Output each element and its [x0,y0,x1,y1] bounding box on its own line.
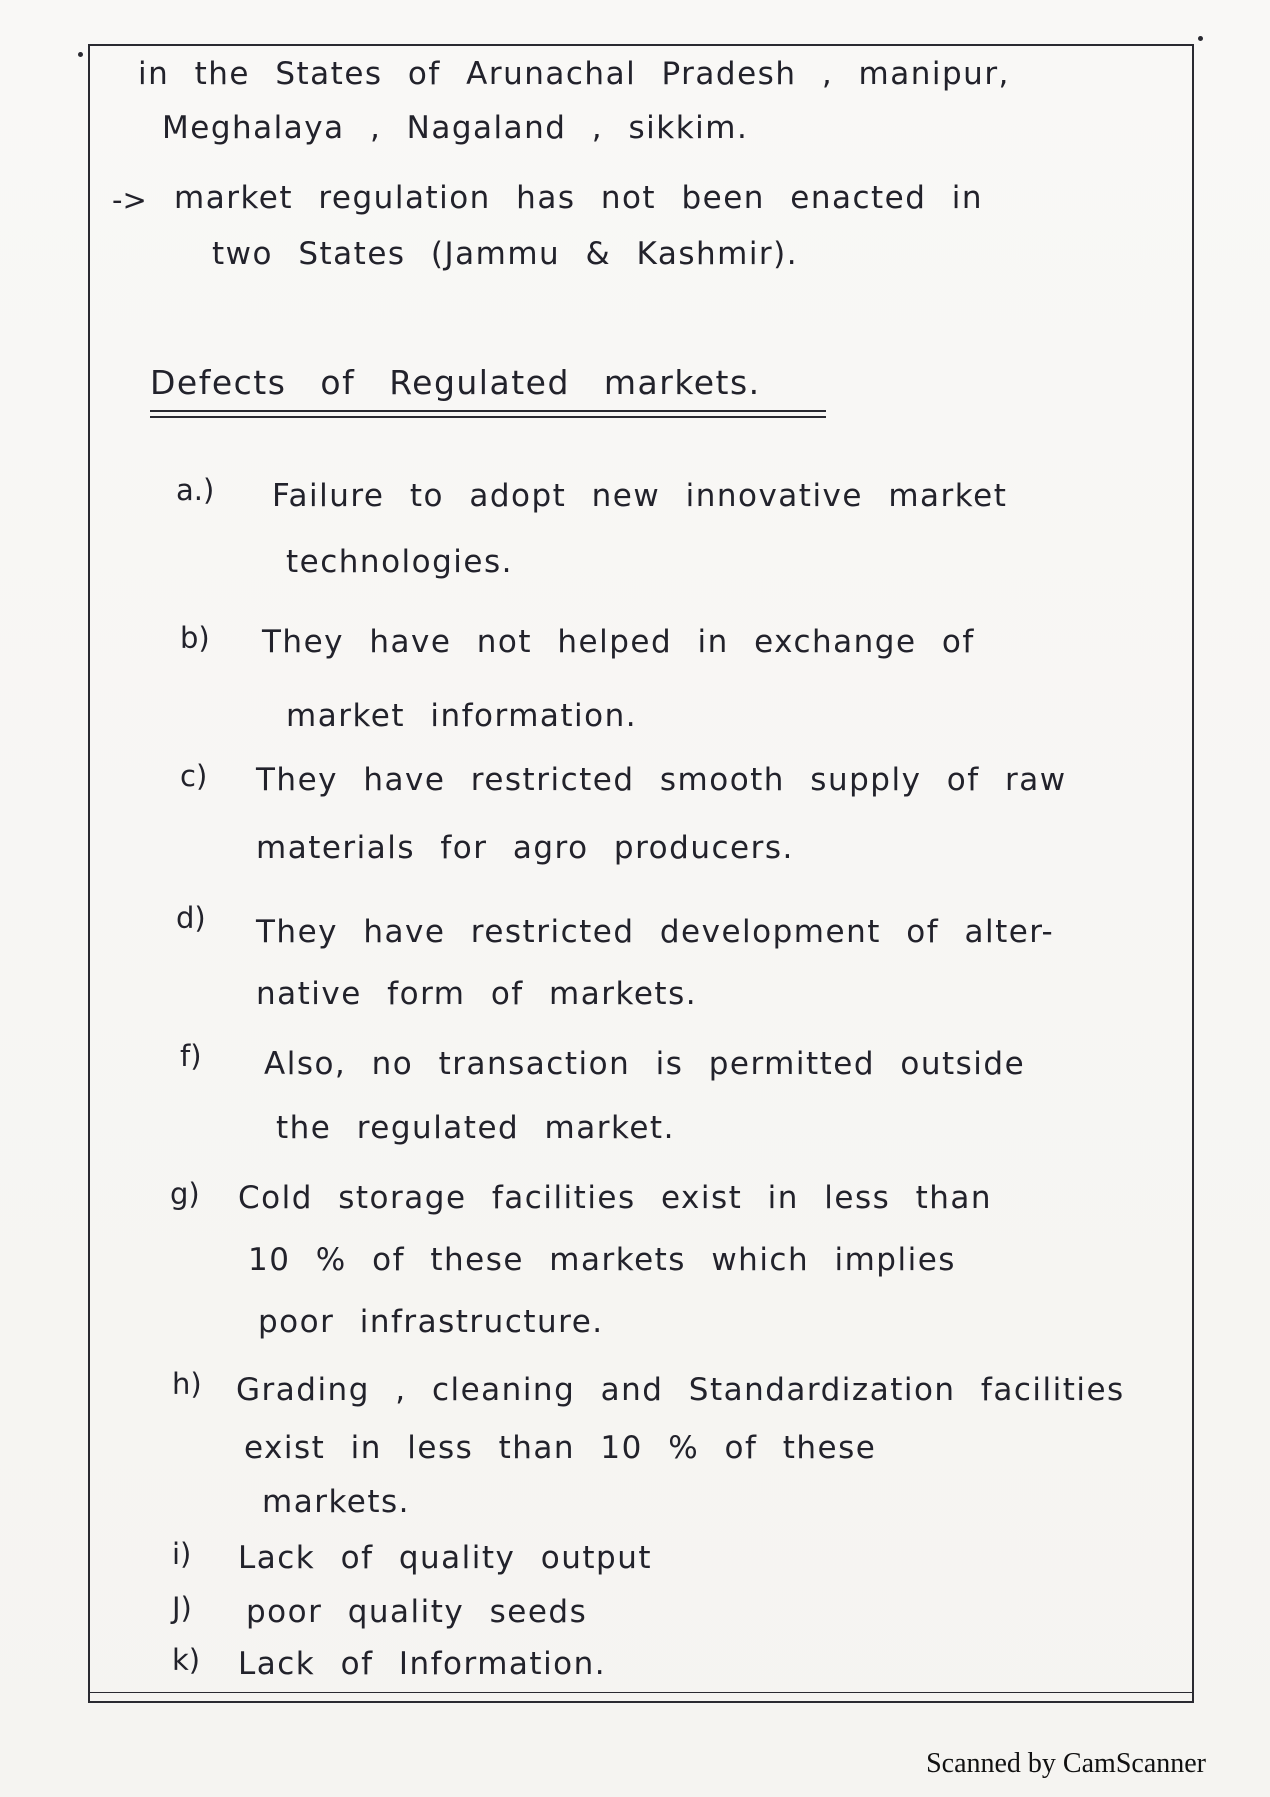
item-line: poor infrastructure. [258,1304,604,1340]
item-line: materials for agro producers. [256,830,794,866]
item-label: d) [176,901,206,935]
item-line: Cold storage facilities exist in less than [238,1180,993,1216]
item-label: h) [172,1367,202,1401]
item-line: native form of markets. [256,976,698,1012]
intro-line-3: market regulation has not been enacted in [174,180,984,216]
intro-line-4: two States (Jammu & Kashmir). [212,236,799,272]
heading-underline-double [150,416,826,418]
item-label: i) [172,1537,192,1571]
item-label: k) [172,1643,201,1677]
intro-line-2: Meghalaya , Nagaland , sikkim. [162,110,749,146]
heading-underline [150,410,826,412]
page-border-bottom-line [88,1692,1194,1693]
item-label: J) [172,1591,192,1625]
item-line: Grading , cleaning and Standardization facilities [236,1372,1125,1408]
item-label: b) [180,621,210,655]
item-label: f) [180,1039,202,1073]
intro-line-1: in the States of Arunachal Pradesh , manipur, [138,56,1010,92]
section-heading: Defects of Regulated markets. [150,363,761,402]
item-line: markets. [262,1484,411,1520]
item-line: They have not helped in exchange of [262,624,975,660]
item-line: the regulated market. [276,1110,675,1146]
item-label: g) [170,1177,200,1211]
ink-dot [78,52,83,57]
item-line: poor quality seeds [246,1594,588,1630]
item-label: c) [180,759,208,793]
item-line: market information. [286,698,638,734]
item-line: Also, no transaction is permitted outside [264,1046,1026,1082]
item-line: They have restricted smooth supply of raw [256,762,1067,798]
item-line: technologies. [286,544,513,580]
item-line: 10 % of these markets which implies [248,1242,956,1278]
item-line: Failure to adopt new innovative market [272,478,1008,514]
item-line: They have restricted development of alter- [256,914,1055,950]
item-line: Lack of Information. [238,1646,607,1682]
scanner-watermark: Scanned by CamScanner [926,1748,1206,1779]
item-line: Lack of quality output [238,1540,653,1576]
arrow-bullet: -> [112,183,147,217]
ink-dot [1198,36,1203,41]
item-label: a.) [176,473,215,507]
item-line: exist in less than 10 % of these [244,1430,877,1466]
